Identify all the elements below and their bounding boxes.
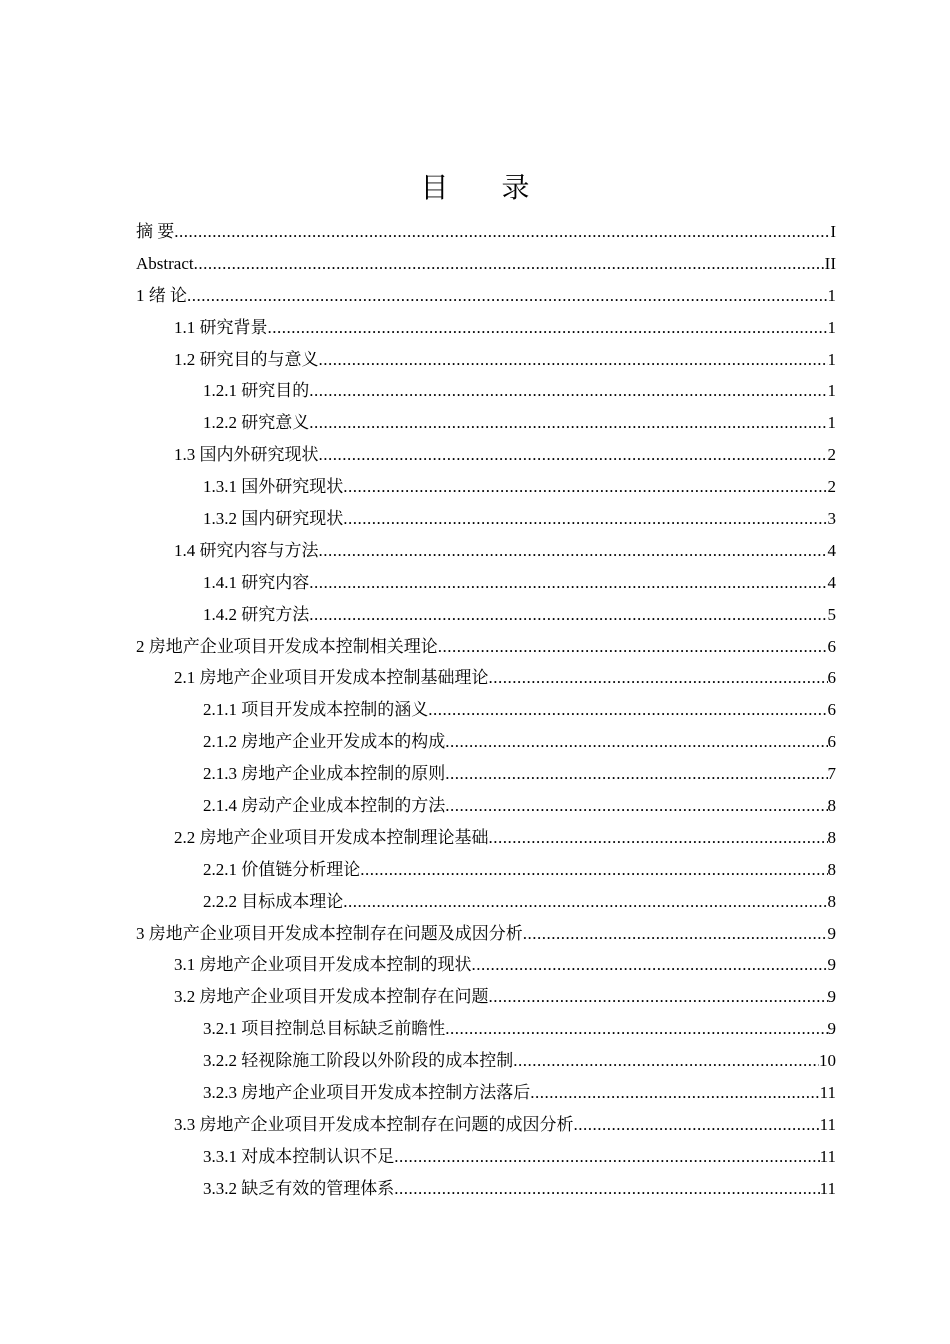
toc-page-number: 9 bbox=[827, 1019, 836, 1039]
toc-page-number: 9 bbox=[827, 923, 836, 943]
toc-entry[interactable] bbox=[136, 535, 836, 567]
toc-entry-text: 2.1 房地产企业项目开发成本控制基础理论 bbox=[174, 668, 489, 688]
toc-page-number: 10 bbox=[819, 1051, 836, 1071]
toc-entry-text: 3.3 房地产企业项目开发成本控制存在问题的成因分析 bbox=[174, 1114, 574, 1134]
toc-entry-text: Abstract bbox=[136, 253, 194, 273]
toc-page-number: 2 bbox=[827, 445, 836, 465]
toc-entry[interactable] bbox=[136, 471, 836, 503]
toc-entry[interactable] bbox=[136, 981, 836, 1013]
toc-leader-dots bbox=[309, 567, 827, 599]
toc-page-number: 11 bbox=[819, 1178, 836, 1198]
toc-page-number: 1 bbox=[827, 381, 836, 401]
toc-entry[interactable] bbox=[136, 375, 836, 407]
toc-entry-text: 3.2.3 房地产企业项目开发成本控制方法落后 bbox=[203, 1083, 531, 1103]
toc-entry[interactable] bbox=[136, 822, 836, 854]
toc-entry[interactable] bbox=[136, 599, 836, 631]
toc-entry[interactable] bbox=[136, 949, 836, 981]
toc-entry-text: 1.4 研究内容与方法 bbox=[174, 540, 319, 560]
toc-leader-dots bbox=[319, 535, 828, 567]
toc-entry-text: 1.3.2 国内研究现状 bbox=[203, 509, 344, 529]
toc-entry[interactable] bbox=[136, 631, 836, 663]
toc-entry[interactable] bbox=[136, 886, 836, 918]
toc-entry-text: 2.1.3 房地产企业成本控制的原则 bbox=[203, 764, 446, 784]
toc-page-number: 9 bbox=[827, 955, 836, 975]
toc-leader-dots bbox=[445, 726, 827, 758]
toc-page-number: 11 bbox=[819, 1146, 836, 1166]
toc-page-number: 6 bbox=[827, 636, 836, 656]
toc-entry-text: 2.1.4 房动产企业成本控制的方法 bbox=[203, 796, 446, 816]
toc-leader-dots bbox=[489, 822, 828, 854]
toc-leader-dots bbox=[530, 1077, 819, 1109]
toc-page-number: 8 bbox=[827, 891, 836, 911]
toc-page-number: 2 bbox=[827, 477, 836, 497]
toc-page-number: II bbox=[824, 253, 836, 273]
toc-leader-dots bbox=[309, 599, 827, 631]
toc-entry-text: 3.3.2 缺乏有效的管理体系 bbox=[203, 1178, 395, 1198]
toc-entry-text: 1 绪 论 bbox=[136, 285, 187, 305]
toc-entry-text: 3.1 房地产企业项目开发成本控制的现状 bbox=[174, 955, 472, 975]
toc-leader-dots bbox=[445, 758, 827, 790]
toc-entry[interactable] bbox=[136, 758, 836, 790]
toc-entry-text: 3.2 房地产企业项目开发成本控制存在问题 bbox=[174, 987, 489, 1007]
toc-leader-dots bbox=[394, 1141, 819, 1173]
toc-page-number: 8 bbox=[827, 796, 836, 816]
toc-leader-dots bbox=[428, 694, 827, 726]
toc-entry[interactable] bbox=[136, 1013, 836, 1045]
toc-title: 目 录 bbox=[420, 171, 552, 204]
toc-leader-dots bbox=[513, 1045, 819, 1077]
toc-entry[interactable] bbox=[136, 694, 836, 726]
toc-page-number: 8 bbox=[827, 859, 836, 879]
toc-page-number: 6 bbox=[827, 668, 836, 688]
toc-list bbox=[136, 216, 836, 1205]
toc-entry-text: 1.4.1 研究内容 bbox=[203, 572, 310, 592]
toc-entry[interactable] bbox=[136, 1045, 836, 1077]
toc-entry[interactable] bbox=[136, 726, 836, 758]
toc-page-number: 7 bbox=[827, 764, 836, 784]
toc-entry[interactable] bbox=[136, 344, 836, 376]
toc-leader-dots bbox=[445, 790, 827, 822]
toc-leader-dots bbox=[394, 1173, 819, 1205]
toc-page-number: 9 bbox=[827, 987, 836, 1007]
toc-entry[interactable] bbox=[136, 216, 836, 248]
toc-entry-text: 3 房地产企业项目开发成本控制存在问题及成因分析 bbox=[136, 923, 523, 943]
toc-leader-dots bbox=[343, 471, 827, 503]
toc-leader-dots bbox=[343, 503, 827, 535]
toc-leader-dots bbox=[309, 375, 827, 407]
toc-entry[interactable] bbox=[136, 1173, 836, 1205]
toc-page-number: 5 bbox=[827, 604, 836, 624]
toc-page-number: 1 bbox=[827, 349, 836, 369]
toc-page-number: 4 bbox=[827, 572, 836, 592]
toc-leader-dots bbox=[319, 344, 828, 376]
toc-entry[interactable] bbox=[136, 1141, 836, 1173]
toc-page-number: 1 bbox=[827, 317, 836, 337]
toc-entry-text: 摘 要 bbox=[136, 222, 175, 241]
toc-entry[interactable] bbox=[136, 503, 836, 535]
toc-entry-text: 1.3 国内外研究现状 bbox=[174, 445, 319, 465]
toc-entry[interactable] bbox=[136, 1109, 836, 1141]
toc-page-number: 11 bbox=[819, 1114, 836, 1134]
toc-leader-dots bbox=[523, 918, 828, 950]
toc-leader-dots bbox=[438, 631, 828, 663]
toc-entry[interactable] bbox=[136, 280, 836, 312]
toc-leader-dots bbox=[309, 407, 827, 439]
toc-entry[interactable] bbox=[136, 439, 836, 471]
toc-entry-text: 1.2 研究目的与意义 bbox=[174, 349, 319, 369]
toc-leader-dots bbox=[187, 280, 828, 312]
toc-entry[interactable] bbox=[136, 248, 836, 280]
toc-entry[interactable] bbox=[136, 312, 836, 344]
toc-leader-dots bbox=[574, 1109, 820, 1141]
toc-entry-text: 3.3.1 对成本控制认识不足 bbox=[203, 1146, 395, 1166]
toc-entry-text: 3.2.2 轻视除施工阶段以外阶段的成本控制 bbox=[203, 1051, 514, 1071]
toc-page-number: 6 bbox=[827, 732, 836, 752]
toc-leader-dots bbox=[360, 854, 827, 886]
toc-entry[interactable] bbox=[136, 1077, 836, 1109]
toc-entry-text: 1.2.1 研究目的 bbox=[203, 381, 310, 401]
toc-entry-text: 2.1.1 项目开发成本控制的涵义 bbox=[203, 700, 429, 720]
toc-entry[interactable] bbox=[136, 790, 836, 822]
toc-entry-text: 1.3.1 国外研究现状 bbox=[203, 477, 344, 497]
toc-page-number: 11 bbox=[819, 1083, 836, 1103]
toc-entry[interactable] bbox=[136, 918, 836, 950]
toc-leader-dots bbox=[489, 662, 828, 694]
toc-page-number: 8 bbox=[827, 827, 836, 847]
toc-page-number: 6 bbox=[827, 700, 836, 720]
toc-entry-text: 1.4.2 研究方法 bbox=[203, 604, 310, 624]
toc-entry-text: 1.2.2 研究意义 bbox=[203, 413, 310, 433]
toc-entry-text: 2.2.2 目标成本理论 bbox=[203, 891, 344, 911]
toc-entry[interactable] bbox=[136, 567, 836, 599]
toc-entry-text: 2 房地产企业项目开发成本控制相关理论 bbox=[136, 636, 438, 656]
toc-entry[interactable] bbox=[136, 662, 836, 694]
toc-page-number: 4 bbox=[827, 540, 836, 560]
toc-entry[interactable] bbox=[136, 407, 836, 439]
toc-entry-text: 1.1 研究背景 bbox=[174, 317, 268, 337]
toc-entry[interactable] bbox=[136, 854, 836, 886]
toc-leader-dots bbox=[268, 312, 828, 344]
toc-entry-text: 2.2.1 价值链分析理论 bbox=[203, 859, 361, 879]
toc-leader-dots bbox=[472, 949, 828, 981]
toc-leader-dots bbox=[489, 981, 828, 1013]
toc-page-number: I bbox=[830, 222, 836, 241]
toc-leader-dots bbox=[343, 886, 827, 918]
toc-leader-dots bbox=[194, 248, 825, 280]
toc-page-number: 1 bbox=[827, 285, 836, 305]
toc-page-number: 3 bbox=[827, 509, 836, 529]
toc-entry-text: 2.1.2 房地产企业开发成本的构成 bbox=[203, 732, 446, 752]
toc-leader-dots bbox=[445, 1013, 827, 1045]
toc-entry-text: 3.2.1 项目控制总目标缺乏前瞻性 bbox=[203, 1019, 446, 1039]
toc-entry-text: 2.2 房地产企业项目开发成本控制理论基础 bbox=[174, 827, 489, 847]
toc-leader-dots bbox=[319, 439, 828, 471]
toc-page-number: 1 bbox=[827, 413, 836, 433]
toc-leader-dots bbox=[174, 216, 830, 248]
